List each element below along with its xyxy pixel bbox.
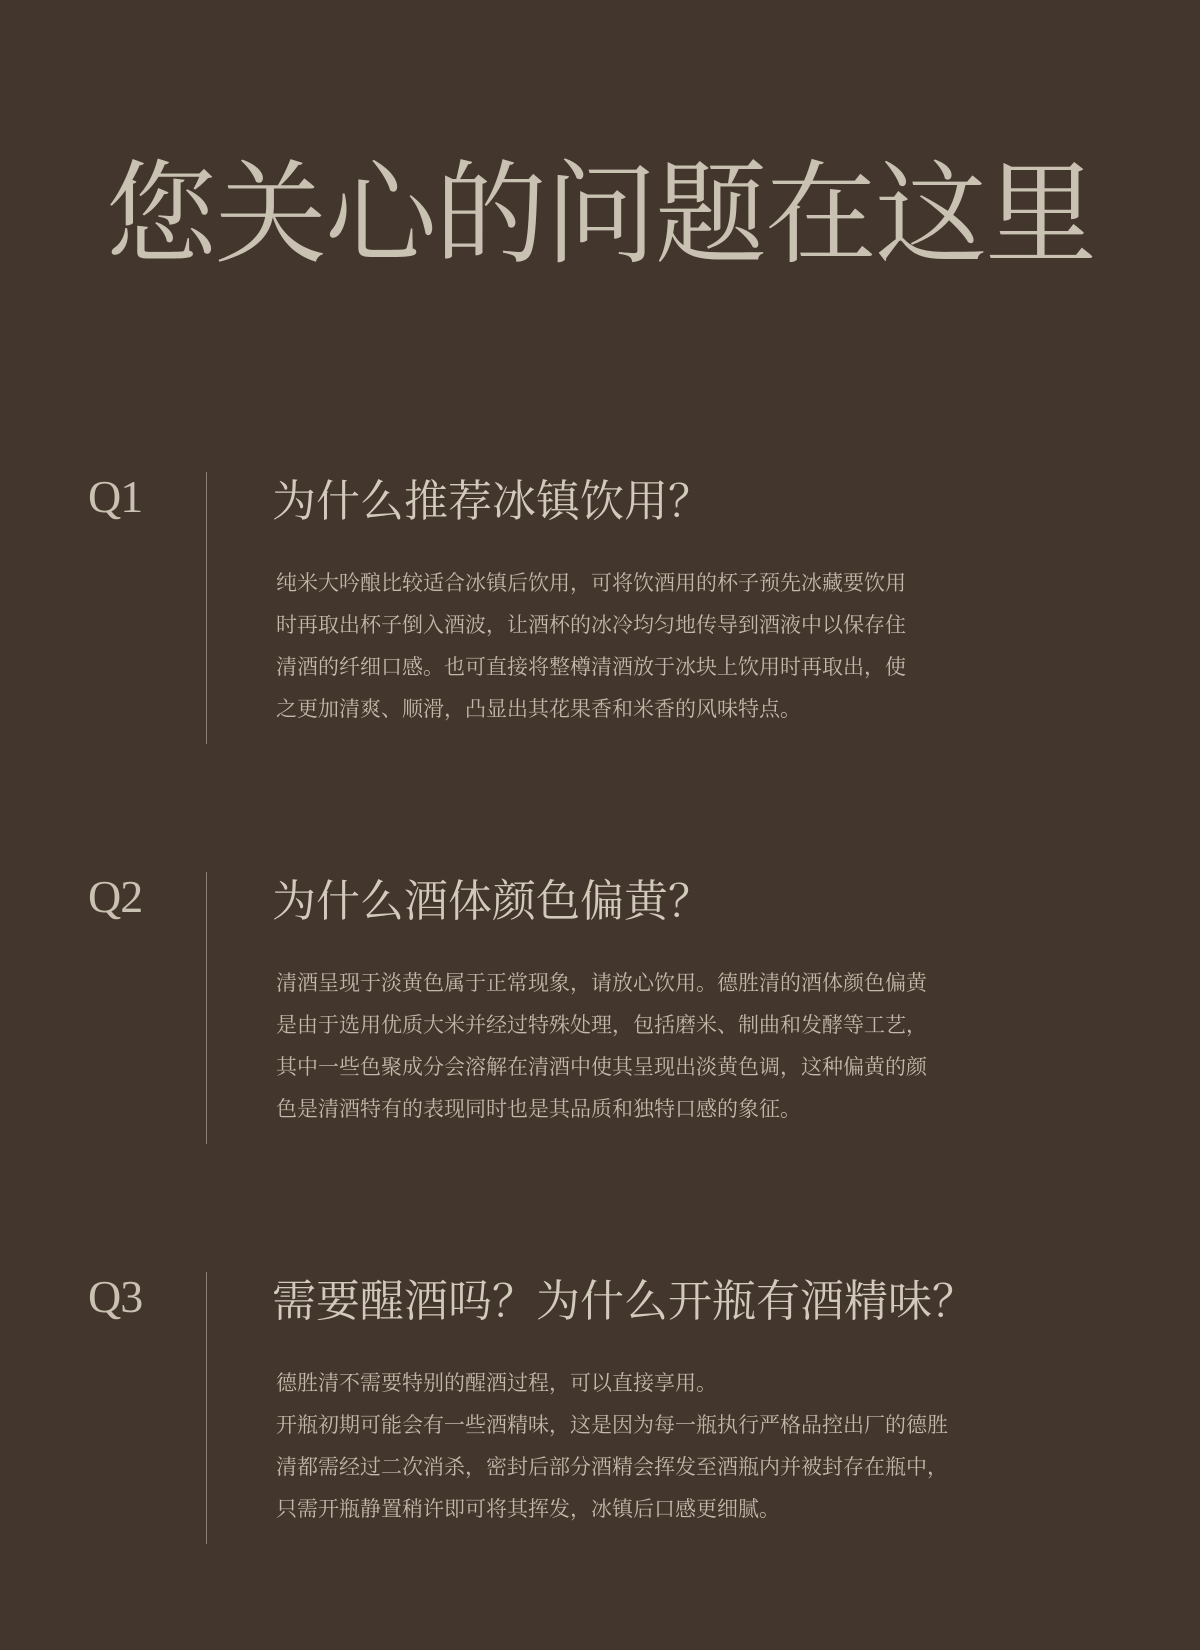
- faq-answer-line: 清酒呈现于淡黄色属于正常现象，请放心饮用。德胜清的酒体颜色偏黄: [276, 971, 927, 995]
- faq-number: Q1: [88, 471, 143, 522]
- faq-question: 为什么酒体颜色偏黄？: [272, 876, 712, 927]
- faq-answer-line: 其中一些色聚成分会溶解在清酒中使其呈现出淡黄色调，这种偏黄的颜: [276, 1055, 927, 1079]
- faq-number: Q2: [88, 871, 143, 922]
- faq-answer: [276, 562, 1076, 730]
- faq-answer-line: 清酒的纤细口感。也可直接将整樽清酒放于冰块上饮用时再取出，使: [276, 655, 906, 679]
- faq-answer-line: 清都需经过二次消杀，密封后部分酒精会挥发至酒瓶内并被封存在瓶中，: [276, 1455, 948, 1479]
- faq-question: 为什么推荐冰镇饮用？: [272, 476, 712, 527]
- faq-question: 需要醒酒吗？为什么开瓶有酒精味？: [272, 1276, 976, 1327]
- faq-answer-line: 纯米大吟酿比较适合冰镇后饮用，可将饮酒用的杯子预先冰藏要饮用: [276, 571, 906, 595]
- faq-answer-line: 色是清酒特有的表现同时也是其品质和独特口感的象征。: [276, 1097, 801, 1121]
- faq-number: Q3: [88, 1271, 143, 1322]
- faq-answer-line: 时再取出杯子倒入酒波，让酒杯的冰冷均匀地传导到酒液中以保存住: [276, 613, 906, 637]
- faq-answer-line: 是由于选用优质大米并经过特殊处理，包括磨米、制曲和发酵等工艺，: [276, 1013, 927, 1037]
- faq-answer: [276, 1362, 1076, 1530]
- faq-answer-line: 开瓶初期可能会有一些酒精味，这是因为每一瓶执行严格品控出厂的德胜: [276, 1413, 948, 1437]
- faq-answer-line: 只需开瓶静置稍许即可将其挥发，冰镇后口感更细腻。: [276, 1497, 780, 1521]
- faq-divider: [206, 872, 207, 1144]
- faq-answer-line: 之更加清爽、顺滑，凸显出其花果香和米香的风味特点。: [276, 697, 801, 721]
- faq-answer: [276, 962, 1076, 1130]
- faq-divider: [206, 472, 207, 744]
- faq-divider: [206, 1272, 207, 1544]
- page-title: 您关心的问题在这里: [105, 150, 1095, 280]
- faq-answer-line: 德胜清不需要特别的醒酒过程，可以直接享用。: [276, 1371, 717, 1395]
